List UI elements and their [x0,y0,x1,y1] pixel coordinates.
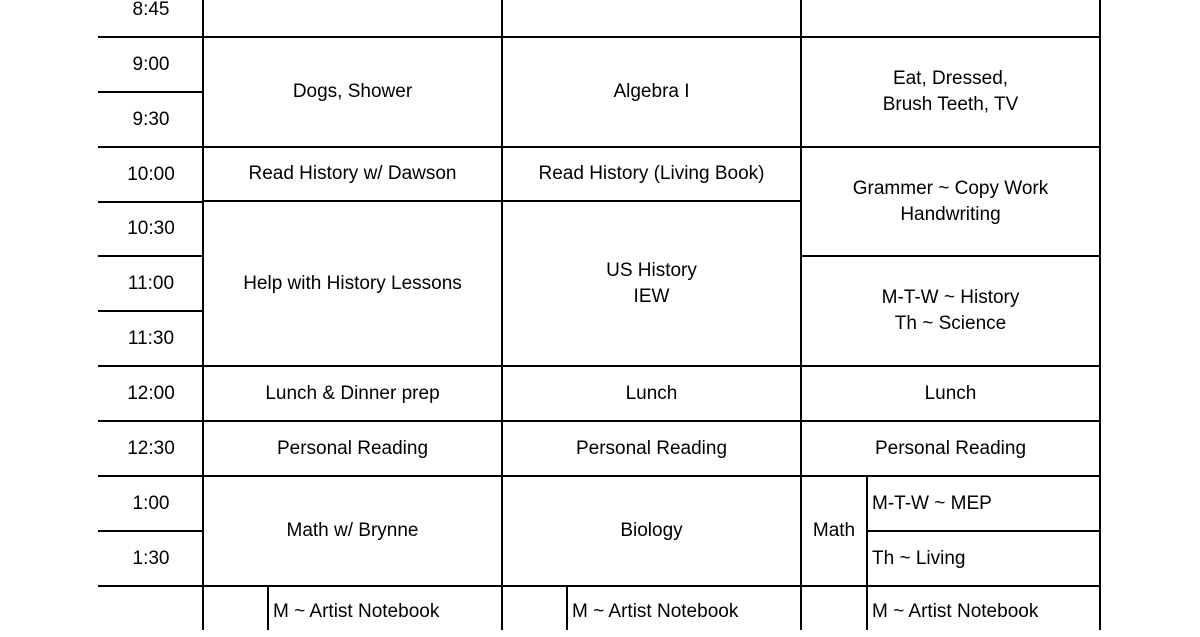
activity-cell: Help with History Lessons [243,272,462,294]
time-label: 10:00 [127,163,175,185]
activity-cell: Personal Reading [874,437,1027,459]
time-label: 9:30 [132,108,170,130]
activity-cell: Personal Reading [276,437,429,459]
activity-cell: Personal Reading [575,437,728,459]
activity-cell: Lunch [625,382,678,404]
grid-line [1099,0,1101,630]
activity-cell: Read History w/ Dawson [248,163,457,184]
activity-cell: Algebra I [613,81,690,102]
activity-cell: M-T-W ~ History Th ~ Science [881,287,1020,334]
activity-cell: M-T-W ~ MEP [872,492,992,514]
time-label: 10:30 [127,218,175,239]
activity-cell: Eat, Dressed, Brush Teeth, TV [882,68,1019,115]
time-label: 12:30 [127,437,175,459]
activity-cell: Dogs, Shower [292,81,413,102]
activity-cell: Math [812,520,856,541]
time-label: 11:00 [127,272,175,294]
activity-cell: M ~ Artist Notebook [273,601,440,622]
activity-cell: US History IEW [606,259,697,307]
activity-cell: Biology [620,520,683,541]
activity-cell: Th ~ Living [872,547,966,569]
activity-cell: M ~ Artist Notebook [572,601,739,622]
activity-cell: Read History (Living Book) [538,163,765,184]
time-label: 12:00 [127,382,175,404]
time-label: 11:30 [127,327,175,349]
activity-cell: Lunch [924,382,977,404]
activity-cell: Math w/ Brynne [286,520,419,541]
activity-cell: M ~ Artist Notebook [872,601,1039,622]
activity-cell: Grammer ~ Copy Work Handwriting [852,177,1049,225]
activity-cell: Lunch & Dinner prep [265,382,440,404]
time-label: 1:00 [132,492,170,514]
time-label: 8:45 [132,0,170,20]
time-label: 1:30 [132,547,170,569]
time-label: 9:00 [132,53,170,75]
